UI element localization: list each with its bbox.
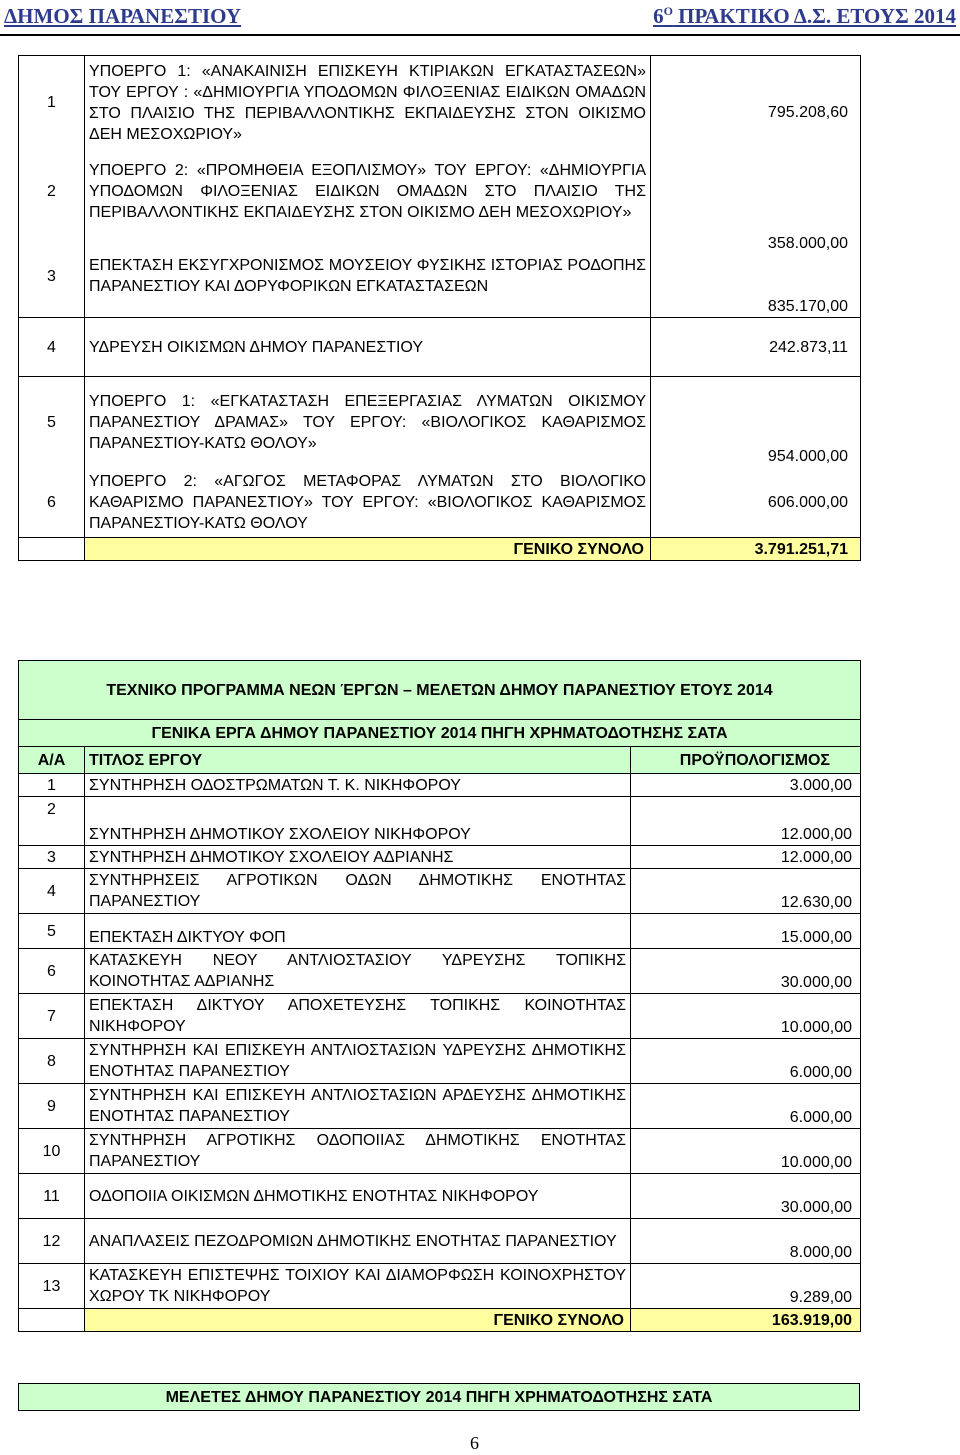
row-number: 3 [19, 235, 85, 317]
project-title: ΚΑΤΑΣΚΕΥΗ ΝΕΟΥ ΑΝΤΛΙΟΣΤΑΣΙΟΥ ΥΔΡΕΥΣΗΣ ΤΟΠΙΚΗΣ ΚΟΙΝΟΤΗΤΑΣ ΑΔΡΙΑΝΗΣ [85, 949, 631, 994]
project-title: ΑΝΑΠΛΑΣΕΙΣ ΠΕΖΟΔΡΟΜΙΩΝ ΔΗΜΟΤΙΚΗΣ ΕΝΟΤΗΤΑΣ ΠΑΡΑΝΕΣΤΙΟΥ [85, 1219, 631, 1264]
row-number: 9 [19, 1084, 85, 1129]
project-title: ΕΠΕΚΤΑΣΗ ΔΙΚΤΥΟΥ ΑΠΟΧΕΤΕΥΣΗΣ ΤΟΠΙΚΗΣ ΚΟΙΝΟΤΗΤΑΣ ΝΙΚΗΦΟΡΟΥ [85, 994, 631, 1039]
table-row [19, 914, 861, 949]
table-subtitle-row [19, 720, 861, 747]
minutes-title [653, 4, 956, 29]
project-title: ΣΥΝΤΗΡΗΣΗ ΔΗΜΟΤΙΚΟΥ ΣΧΟΛΕΙΟΥ ΝΙΚΗΦΟΡΟΥ [85, 797, 631, 846]
total-label: ΓΕΝΙΚΟ ΣΥΝΟΛΟ [85, 1309, 631, 1332]
table-row [19, 56, 861, 150]
table-row [19, 1084, 861, 1129]
table-title-row [19, 1384, 860, 1411]
row-number: 6 [19, 949, 85, 994]
row-number: 5 [19, 377, 85, 468]
project-title: ΕΠΕΚΤΑΣΗ ΕΚΣΥΓΧΡΟΝΙΣΜΟΣ ΜΟΥΣΕΙΟΥ ΦΥΣΙΚΗΣ ΙΣΤΟΡΙΑΣ ΡΟΔΟΠΗΣ ΠΑΡΑΝΕΣΤΙΟΥ ΚΑΙ ΔΟΡΥΦΟΡΙΚΩΝ ΕΓΚΑΤΑΣΤΑΣΕΩΝ [85, 235, 651, 317]
project-amount: 9.289,00 [631, 1264, 861, 1309]
project-amount: 8.000,00 [631, 1219, 861, 1264]
table-row [19, 994, 861, 1039]
project-title: ΥΠΟΕΡΓΟ 1: «ΕΓΚΑΤΑΣΤΑΣΗ ΕΠΕΞΕΡΓΑΣΙΑΣ ΛΥΜΑΤΩΝ ΟΙΚΙΣΜΟΥ ΠΑΡΑΝΕΣΤΙΟΥ ΔΡΑΜΑΣ» ΤΟΥ ΕΡΓΟΥ: «ΒΙΟΛΟΓΙΚΟΣ ΚΑΘΑΡΙΣΜΟΣ ΠΑΡΑΝΕΣΤΙΟΥ-ΚΑΤΩ ΘΟΛΟΥ» [85, 377, 651, 468]
row-number: 4 [19, 318, 85, 377]
row-number: 6 [19, 467, 85, 538]
total-row [19, 1309, 861, 1332]
project-amount: 12.630,00 [631, 869, 861, 914]
total-amount: 3.791.251,71 [651, 538, 861, 561]
project-title: ΣΥΝΤΗΡΗΣΗ ΟΔΟΣΤΡΩΜΑΤΩΝ Τ. Κ. ΝΙΚΗΦΟΡΟΥ [85, 774, 631, 797]
column-header-title: ΤΙΤΛΟΣ ΕΡΓΟΥ [85, 747, 631, 774]
minutes-text: ΠΡΑΚΤΙΚΟ Δ.Σ. ΕΤΟΥΣ 2014 [672, 4, 956, 28]
row-number: 1 [19, 56, 85, 150]
row-number: 2 [19, 149, 85, 233]
project-title: ΕΠΕΚΤΑΣΗ ΔΙΚΤΥΟΥ ΦΟΠ [85, 914, 631, 949]
total-amount: 163.919,00 [631, 1309, 861, 1332]
page-number: 6 [470, 1433, 479, 1453]
project-amount: 606.000,00 [651, 467, 861, 538]
table-row [19, 1039, 861, 1084]
minutes-ordinal: Ο [663, 4, 673, 18]
program-title: ΤΕΧΝΙΚΟ ΠΡΟΓΡΑΜΜΑ ΝΕΩΝ ΈΡΓΩΝ – ΜΕΛΕΤΩΝ ΔΗΜΟΥ ΠΑΡΑΝΕΣΤΙΟΥ ΕΤΟΥΣ 2014 [19, 661, 861, 720]
project-amount: 242.873,11 [651, 318, 861, 377]
studies-table [18, 1383, 860, 1411]
project-amount: 10.000,00 [631, 994, 861, 1039]
column-header-budget: ΠΡΟΫΠΟΛΟΓΙΣΜΟΣ [631, 747, 861, 774]
row-number: 1 [19, 774, 85, 797]
table-row [19, 377, 861, 468]
project-amount: 3.000,00 [631, 774, 861, 797]
page-header [0, 0, 960, 36]
table-title-row [19, 661, 861, 720]
project-amount: 6.000,00 [631, 1039, 861, 1084]
table-row [19, 797, 861, 846]
project-amount: 12.000,00 [631, 846, 861, 869]
row-number: 12 [19, 1219, 85, 1264]
row-number: 5 [19, 914, 85, 949]
project-title: ΚΑΤΑΣΚΕΥΗ ΕΠΙΣΤΕΨΗΣ ΤΟΙΧΙΟΥ ΚΑΙ ΔΙΑΜΟΡΦΩΣΗ ΚΟΙΝΟΧΡΗΣΤΟΥ ΧΩΡΟΥ ΤΚ ΝΙΚΗΦΟΡΟΥ [85, 1264, 631, 1309]
table-row [19, 949, 861, 994]
project-amount: 10.000,00 [631, 1129, 861, 1174]
row-number: 7 [19, 994, 85, 1039]
total-row [19, 538, 861, 561]
project-amount: 358.000,00 835.170,00 [651, 233, 861, 318]
project-title: ΣΥΝΤΗΡΗΣΗ ΑΓΡΟΤΙΚΗΣ ΟΔΟΠΟΙΙΑΣ ΔΗΜΟΤΙΚΗΣ ΕΝΟΤΗΤΑΣ ΠΑΡΑΝΕΣΤΙΟΥ [85, 1129, 631, 1174]
project-title: ΣΥΝΤΗΡΗΣΗ ΚΑΙ ΕΠΙΣΚΕΥΗ ΑΝΤΛΙΟΣΤΑΣΙΩΝ ΥΔΡΕΥΣΗΣ ΔΗΜΟΤΙΚΗΣ ΕΝΟΤΗΤΑΣ ΠΑΡΑΝΕΣΤΙΟΥ [85, 1039, 631, 1084]
project-title: ΥΠΟΕΡΓΟ 2: «ΑΓΩΓΟΣ ΜΕΤΑΦΟΡΑΣ ΛΥΜΑΤΩΝ ΣΤΟ ΒΙΟΛΟΓΙΚΟ ΚΑΘΑΡΙΣΜΟ ΠΑΡΑΝΕΣΤΙΟΥ» ΤΟΥ ΕΡΓΟΥ: «ΒΙΟΛΟΓΙΚΟΣ ΚΑΘΑΡΙΣΜΟΣ ΠΑΡΑΝΕΣΤΙΟΥ-ΚΑΤΩ ΘΟΛΟΥ [85, 467, 651, 538]
row-number: 11 [19, 1174, 85, 1219]
project-title: ΟΔΟΠΟΙΙΑ ΟΙΚΙΣΜΩΝ ΔΗΜΟΤΙΚΗΣ ΕΝΟΤΗΤΑΣ ΝΙΚΗΦΟΡΟΥ [85, 1174, 631, 1219]
project-amount: 30.000,00 [631, 1174, 861, 1219]
table-row [19, 318, 861, 377]
project-amount: 15.000,00 [631, 914, 861, 949]
project-title: ΥΔΡΕΥΣΗ ΟΙΚΙΣΜΩΝ ΔΗΜΟΥ ΠΑΡΑΝΕΣΤΙΟΥ [85, 318, 651, 377]
row-number: 3 [19, 846, 85, 869]
project-amount: 954.000,00 [651, 377, 861, 468]
table-row [19, 1129, 861, 1174]
table-row [19, 1174, 861, 1219]
project-amount: 30.000,00 [631, 949, 861, 994]
new-projects-table [18, 660, 861, 1332]
table-row [19, 846, 861, 869]
project-title: ΥΠΟΕΡΓΟ 2: «ΠΡΟΜΗΘΕΙΑ ΕΞΟΠΛΙΣΜΟΥ» ΤΟΥ ΕΡΓΟΥ: «ΔΗΜΙΟΥΡΓΙΑ ΥΠΟΔΟΜΩΝ ΦΙΛΟΞΕΝΙΑΣ ΕΙΔΙΚΩΝ ΟΜΑΔΩΝ ΣΤΟ ΠΛΑΙΣΙΟ ΤΗΣ ΠΕΡΙΒΑΛΛΟΝΤΙΚΗΣ ΕΚΠΑΙΔΕΥΣΗΣ ΣΤΟΝ ΟΙΚΙΣΜΟ ΔΕΗ ΜΕΣΟΧΩΡΙΟΥ» [85, 149, 651, 233]
program-subtitle: ΓΕΝΙΚΑ ΕΡΓΑ ΔΗΜΟΥ ΠΑΡΑΝΕΣΤΙΟΥ 2014 ΠΗΓΗ ΧΡΗΜΑΤΟΔΟΤΗΣΗΣ ΣΑΤΑ [19, 720, 861, 747]
table-row [19, 467, 861, 538]
project-title: ΣΥΝΤΗΡΗΣΕΙΣ ΑΓΡΟΤΙΚΩΝ ΟΔΩΝ ΔΗΜΟΤΙΚΗΣ ΕΝΟΤΗΤΑΣ ΠΑΡΑΝΕΣΤΙΟΥ [85, 869, 631, 914]
total-label: ΓΕΝΙΚΟ ΣΥΝΟΛΟ [85, 538, 651, 561]
row-number: 10 [19, 1129, 85, 1174]
project-amount: 12.000,00 [631, 797, 861, 846]
row-number: 4 [19, 869, 85, 914]
table-row [19, 774, 861, 797]
project-title: ΥΠΟΕΡΓΟ 1: «ΑΝΑΚΑΙΝΙΣΗ ΕΠΙΣΚΕΥΗ ΚΤΙΡΙΑΚΩΝ ΕΓΚΑΤΑΣΤΑΣΕΩΝ» ΤΟΥ ΕΡΓΟΥ : «ΔΗΜΙΟΥΡΓΙΑ ΥΠΟΔΟΜΩΝ ΦΙΛΟΞΕΝΙΑΣ ΕΙΔΙΚΩΝ ΟΜΑΔΩΝ ΣΤΟ ΠΛΑΙΣΙΟ ΤΗΣ ΠΕΡΙΒΑΛΛΟΝΤΙΚΗΣ ΕΚΠΑΙΔΕΥΣΗΣ ΣΤΟΝ ΟΙΚΙΣΜΟ ΔΕΗ ΜΕΣΟΧΩΡΙΟΥ» [85, 56, 651, 150]
project-amount: 6.000,00 [631, 1084, 861, 1129]
projects-table [18, 55, 861, 561]
municipality-name: ΔΗΜΟΣ ΠΑΡΑΝΕΣΤΙΟΥ [4, 4, 242, 28]
project-amount: 795.208,60 [651, 56, 861, 234]
row-number: 2 [19, 797, 85, 846]
table-row [19, 1219, 861, 1264]
column-header-aa: Α/Α [19, 747, 85, 774]
column-header-row [19, 747, 861, 774]
studies-title: ΜΕΛΕΤΕΣ ΔΗΜΟΥ ΠΑΡΑΝΕΣΤΙΟΥ 2014 ΠΗΓΗ ΧΡΗΜΑΤΟΔΟΤΗΣΗΣ ΣΑΤΑ [19, 1384, 860, 1411]
row-number: 13 [19, 1264, 85, 1309]
row-number: 8 [19, 1039, 85, 1084]
minutes-number: 6 [653, 4, 664, 28]
table-row [19, 869, 861, 914]
project-title: ΣΥΝΤΗΡΗΣΗ ΚΑΙ ΕΠΙΣΚΕΥΗ ΑΝΤΛΙΟΣΤΑΣΙΩΝ ΑΡΔΕΥΣΗΣ ΔΗΜΟΤΙΚΗΣ ΕΝΟΤΗΤΑΣ ΠΑΡΑΝΕΣΤΙΟΥ [85, 1084, 631, 1129]
table-row [19, 1264, 861, 1309]
project-title: ΣΥΝΤΗΡΗΣΗ ΔΗΜΟΤΙΚΟΥ ΣΧΟΛΕΙΟΥ ΑΔΡΙΑΝΗΣ [85, 846, 631, 869]
